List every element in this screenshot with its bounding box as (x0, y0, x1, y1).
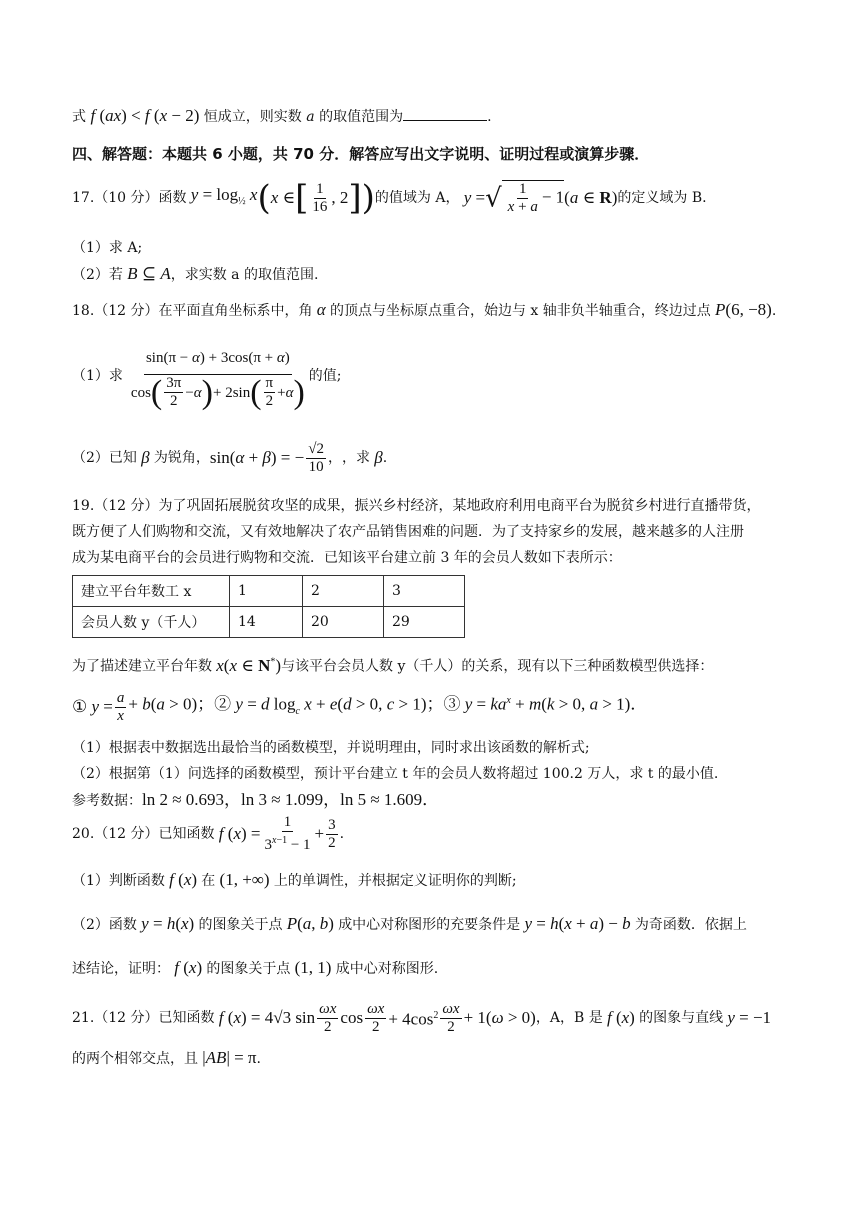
q16-tail-line: 式 f (ax) < f (x − 2) 恒成立，则实数 a 的取值范围为 . (72, 106, 492, 125)
q19-models: ① y = $\frac{a}{x}$ + b(a > 0)；② y = d $\log_c x + e(d > 0$, c > 1)；③ $y = ka^x + m(k > 0$, a > 1)． (72, 689, 648, 724)
table-cell: 20 (303, 607, 384, 638)
q18-part1: （1）求 sin(π − α) + 3cos(π + α) cos ( 3π 2 − α ) + 2sin ( π 2 + α ) 的值; (72, 338, 800, 414)
q21-line1: 21.（12 分）已知函数 f (x) = 4√3 sin ωx 2 cos ωx 2 + $4\cos^2$ ωx 2 + 1(ω > 0) ，A，B 是 f (x) 的图象与直线 y = −1 (72, 1000, 772, 1035)
q17-part1: （1）求 A; (72, 240, 143, 256)
q18-line1: 18.（12 分）在平面直角坐标系中，角 α 的顶点与坐标原点重合，始边与 x 轴非负半轴重合，终边过点 P(6, −8). (72, 300, 777, 319)
answer-blank (403, 106, 487, 121)
q20-part2-cont: 述结论，证明： f (x) 的图象关于点 (1, 1) 成中心对称图形. (72, 958, 439, 977)
q20-line1: 20.（12 分）已知函数 f (x) = $\frac{1}{3^{x-1} - 1}$ + $\frac{3}{2}$ . (72, 814, 345, 853)
member-table (72, 575, 465, 638)
q19-reference: 参考数据：ln 2 ≈ 0.693，ln 3 ≈ 1.099，ln 5 ≈ 1.609． (72, 790, 440, 809)
table-cell: 1 (230, 576, 303, 607)
table-row (73, 607, 465, 638)
table-cell: 2 (303, 576, 384, 607)
q19-text2: 既方便了人们购物和交流，又有效地解决了农产品销售困难的问题．为了支持家乡的发展，越来越多的人注册 (72, 524, 744, 540)
q19-part2: （2）根据第（1）问选择的函数模型，预计平台建立 t 年的会员人数将超过 100.2 万人，求 t 的最小值. (72, 766, 719, 782)
table-cell: 建立平台年数工 x (73, 576, 230, 607)
q17-part2: （2）若 B ⊆ A，求实数 a 的取值范围. (72, 264, 319, 283)
table-cell: 14 (230, 607, 303, 638)
q20-part2: （2）函数 y = h(x) 的图象关于点 P(a, b) 成中心对称图形的充要条件是 y = h(x + a) − b 为奇函数．依据上 (72, 914, 747, 933)
table-cell: 会员人数 y（千人） (73, 607, 230, 638)
q21-line2: 的两个相邻交点，且 |AB| = π. (72, 1048, 261, 1067)
table-row (73, 576, 465, 607)
q20-part1: （1）判断函数 f (x) 在 (1, +∞) 上的单调性，并根据定义证明你的判断; (72, 870, 517, 889)
table-cell: 3 (384, 576, 465, 607)
table-cell: 29 (384, 607, 465, 638)
q19-part1: （1）根据表中数据选出最恰当的函数模型，并说明理由，同时求出该函数的解析式; (72, 740, 590, 756)
q19-text4: 为了描述建立平台年数 x(x ∈ N*)与该平台会员人数 y（千人）的关系，现有以下三种函数模型供选择： (72, 655, 714, 675)
q19-text1: 19.（12 分）为了巩固拓展脱贫攻坚的成果，振兴乡村经济，某地政府利用电商平台为脱贫乡村进行直播带货， (72, 498, 761, 514)
q19-text3: 成为某电商平台的会员进行购物和交流．已知该平台建立前 3 年的会员人数如下表所示： (72, 550, 622, 566)
q18-part2: （2）已知 β 为锐角， sin(α + β) = − $\frac{√2}{10}$ ， ，求 β . (72, 440, 388, 475)
q17-line1: 17.（10 分）函数 $y = \log_{\frac{1}{2}} x$ ( x ∈ [ 1 16 , 2 ] ) 的值域为 A， y = √ $\frac{1}{x + a}$ − 1 (a ∈ R) 的定义域为 B. (72, 178, 707, 218)
section-heading: 四、解答题：本题共 6 小题，共 70 分．解答应写出文字说明、证明过程或演算步骤． (72, 145, 650, 163)
